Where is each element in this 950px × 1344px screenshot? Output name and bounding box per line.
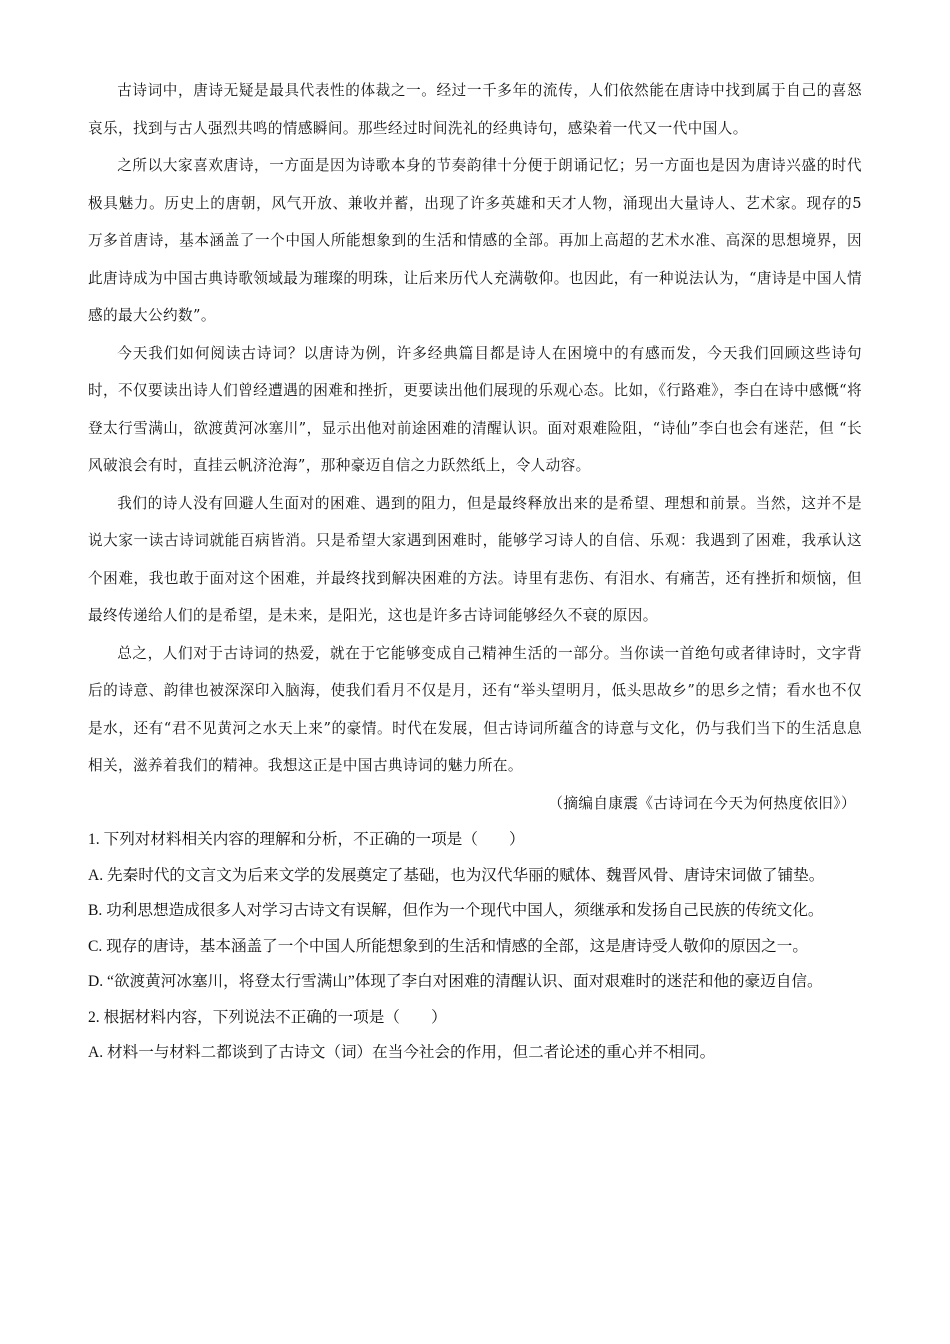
question-1-option-b: B. 功利思想造成很多人对学习古诗文有误解，但作为一个现代中国人，须继承和发扬自己民族的传统文化。 — [88, 902, 824, 919]
question-2-stem: 2. 根据材料内容，下列说法不正确的一项是（ ） — [88, 1008, 447, 1026]
passage-paragraph-1: 古诗词中，唐诗无疑是最具代表性的体裁之一。经过一千多年的流传，人们依然能在唐诗中找到属于自己的喜怒哀乐，找到与古人强烈共鸣的情感瞬间。那些经过时间洗礼的经典诗句，感染着一代又一代中国人。 — [88, 82, 862, 137]
passage-source: （摘编自康震《古诗词在今天为何热度依旧》） — [548, 794, 856, 812]
passage-paragraph-3: 今天我们如何阅读古诗词？以唐诗为例，许多经典篇目都是诗人在困境中的有感而发，今天我们回顾这些诗句时，不仅要读出诗人们曾经遭遇的困难和挫折，更要读出他们展现的乐观心态。比如，《行路难》，李白在诗中感慨“将登太行雪满山，欲渡黄河冰塞川”，显示出他对前途困难的清醒认识。面对艰难险阻，“诗仙”李白也会有迷茫，但 “长风破浪会有时，直挂云帆济沧海”，那种豪迈自信之力跃然纸上，令人动容。 — [88, 344, 862, 474]
question-2-option-a: A. 材料一与材料二都谈到了古诗文（词）在当今社会的作用，但二者论述的重心并不相同。 — [88, 1044, 716, 1061]
question-1-stem: 1. 下列对材料相关内容的理解和分析，不正确的一项是（ ） — [88, 831, 525, 848]
passage-paragraph-2: 之所以大家喜欢唐诗，一方面是因为诗歌本身的节奏韵律十分便于朗诵记忆；另一方面也是因为唐诗兴盛的时代极具魅力。历史上的唐朝，风气开放、兼收并蓄，出现了许多英雄和天才人物，涌现出大量诗人、艺术家。现存的5万多首唐诗，基本涵盖了一个中国人所能想象到的生活和情感的全部。再加上高超的艺术水准、高深的思想境界，因此唐诗成为中国古典诗歌领域最为璀璨的明珠，让后来历代人充满敬仰。也因此，有一种说法认为，“唐诗是中国人情感的最大公约数”。 — [88, 157, 862, 324]
passage — [88, 72, 862, 822]
passage-paragraph-5: 总之，人们对于古诗词的热爱，就在于它能够变成自己精神生活的一部分。当你读一首绝句或者律诗时，文字背后的诗意、韵律也被深深印入脑海，使我们看月不仅是月，还有“举头望明月，低头思故乡”的思乡之情；看水也不仅是水，还有“君不见黄河之水天上来”的豪情。时代在发展，但古诗词所蕴含的诗意与文化，仍与我们当下的生活息息相关，滋养着我们的精神。我想这正是中国古典诗词的魅力所在。 — [88, 644, 862, 774]
passage-paragraph-4: 我们的诗人没有回避人生面对的困难、遇到的阻力，但是最终释放出来的是希望、理想和前景。当然，这并不是说大家一读古诗词就能百病皆消。只是希望大家遇到困难时，能够学习诗人的自信、乐观：我遇到了困难，我承认这个困难，我也敢于面对这个困难，并最终找到解决困难的方法。诗里有悲伤、有泪水、有痛苦，还有挫折和烦恼，但最终传递给人们的是希望，是未来，是阳光，这也是许多古诗词能够经久不衰的原因。 — [88, 494, 862, 624]
question-2 — [88, 1000, 862, 1071]
question-1-option-c: C. 现存的唐诗，基本涵盖了一个中国人所能想象到的生活和情感的全部，这是唐诗受人敬仰的原因之一。 — [88, 937, 808, 955]
question-1-option-d: D. “欲渡黄河冰塞川，将登太行雪满山”体现了李白对困难的清醒认识、面对艰难时的迷茫和他的豪迈自信。 — [88, 973, 823, 990]
document-page — [88, 72, 862, 1071]
question-1 — [88, 822, 862, 1000]
question-1-option-a: A. 先秦时代的文言文为后来文学的发展奠定了基础，也为汉代华丽的赋体、魏晋风骨、唐诗宋词做了铺垫。 — [88, 866, 825, 884]
